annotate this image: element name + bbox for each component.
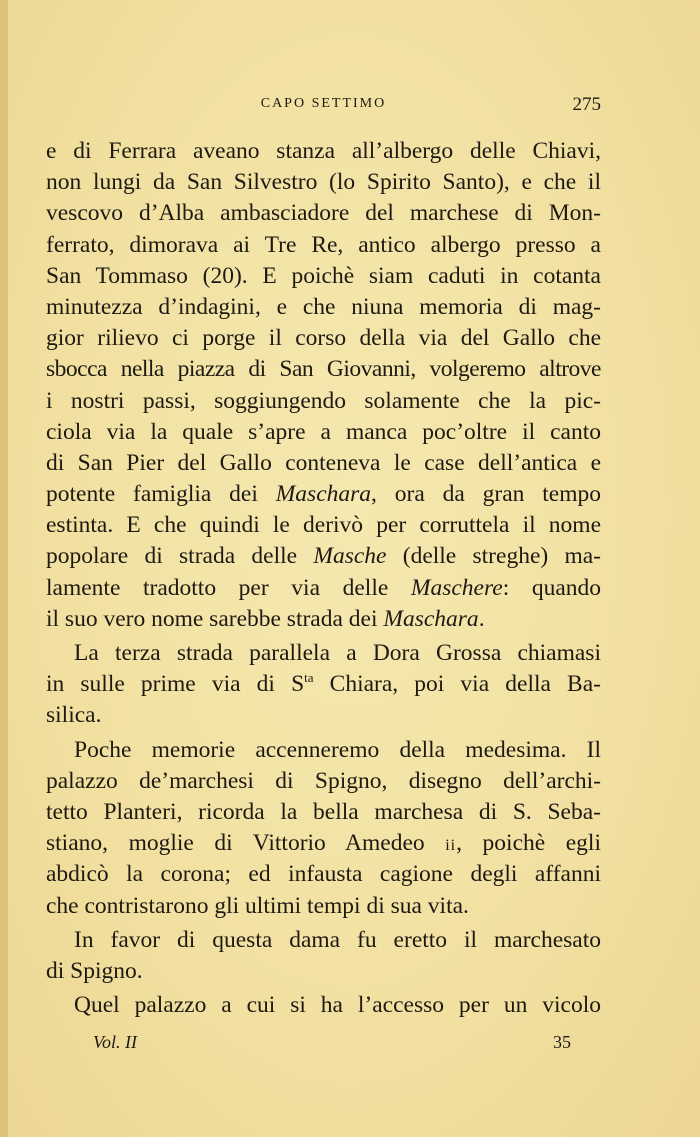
text-line: [46, 573, 601, 604]
text-segment: stiano, moglie di Vittorio Amedeo: [46, 830, 446, 857]
page-footer: [93, 1032, 571, 1056]
volume-signature: Vol. II: [93, 1032, 137, 1052]
body-text: [46, 136, 601, 1021]
text-line: i nostri passi, soggiungendo solamente che la pic-: [46, 387, 601, 414]
superscript: ta: [304, 670, 314, 686]
text-line: silica.: [46, 702, 102, 729]
text-line: ciola via la quale s’apre a manca poc’oltre il canto: [46, 418, 601, 445]
text-line: [46, 541, 601, 572]
text-line: La terza strada parallela a Dora Grossa chiamasi: [74, 640, 601, 666]
text-segment: in sulle prime via di S: [46, 671, 305, 698]
text-line: palazzo de’marchesi di Spigno, disegno dell’archi-: [46, 767, 601, 794]
italic-name: Maschere: [410, 574, 503, 601]
roman-numeral: ii: [445, 837, 457, 855]
text-line: e di Ferrara aveano stanza all’albergo delle Chiavi,: [46, 138, 601, 164]
text-segment: (delle streghe) ma-: [386, 543, 602, 570]
text-line: vescovo d’Alba ambasciadore del marchese di Mon-: [46, 200, 601, 227]
text-line: abdicò la corona; ed infausta cagione degli affanni: [46, 861, 601, 888]
text-segment: .: [478, 605, 485, 632]
text-line: [46, 669, 601, 700]
italic-name: Masche: [313, 543, 387, 570]
text-line: non lungi da San Silvestro (lo Spirito Santo), e che il: [46, 169, 601, 196]
sheet-number: 35: [553, 1032, 571, 1052]
text-segment: , ora da gran tempo: [371, 481, 601, 508]
text-line: che contristarono gli ultimi tempi di sua vita.: [46, 892, 469, 919]
text-segment: Chiara, poi via della Ba-: [313, 671, 601, 698]
text-line: ferrato, dimorava ai Tre Re, antico albergo presso a: [46, 231, 601, 258]
text-line: tetto Planteri, ricorda la bella marchesa di S. Seba-: [46, 798, 601, 825]
page-number: 275: [572, 94, 601, 115]
text-segment: : quando: [502, 574, 602, 601]
text-line: Poche memorie accenneremo della medesima. Il: [74, 736, 601, 763]
italic-name: Maschara: [275, 481, 372, 508]
page-header: [46, 94, 601, 118]
text-line: sbocca nella piazza di San Giovanni, volgeremo altrove: [46, 356, 601, 383]
page-edge: [0, 0, 8, 1137]
text-line: minutezza d’indagini, e che niuna memoria di mag-: [46, 293, 601, 320]
text-line: San Tommaso (20). E poichè siam caduti in cotanta: [46, 262, 601, 289]
running-head: CAPO SETTIMO: [260, 96, 387, 111]
text-segment: il suo vero nome sarebbe strada dei: [46, 605, 384, 632]
text-segment: popolare di strada delle: [46, 543, 314, 570]
text-segment: lamente tradotto per via delle: [46, 574, 411, 601]
text-line: [46, 604, 601, 635]
text-line: di San Pier del Gallo conteneva le case dell’antica e: [46, 449, 601, 476]
text-line: gior rilievo ci porge il corso della via del Gallo che: [46, 325, 601, 352]
text-line: In favor di questa dama fu eretto il marchesato: [74, 926, 601, 953]
text-line: di Spigno.: [46, 957, 143, 984]
italic-name: Maschara: [383, 605, 479, 632]
text-line: estinta. E che quindi le derivò per corruttela il nome: [46, 512, 601, 539]
text-line: Quel palazzo a cui si ha l’accesso per un vicolo: [74, 992, 601, 1019]
text-line: [46, 828, 601, 859]
text-line: [46, 479, 601, 510]
text-segment: , poichè egli: [456, 830, 601, 857]
text-segment: potente famiglia dei: [46, 481, 276, 508]
